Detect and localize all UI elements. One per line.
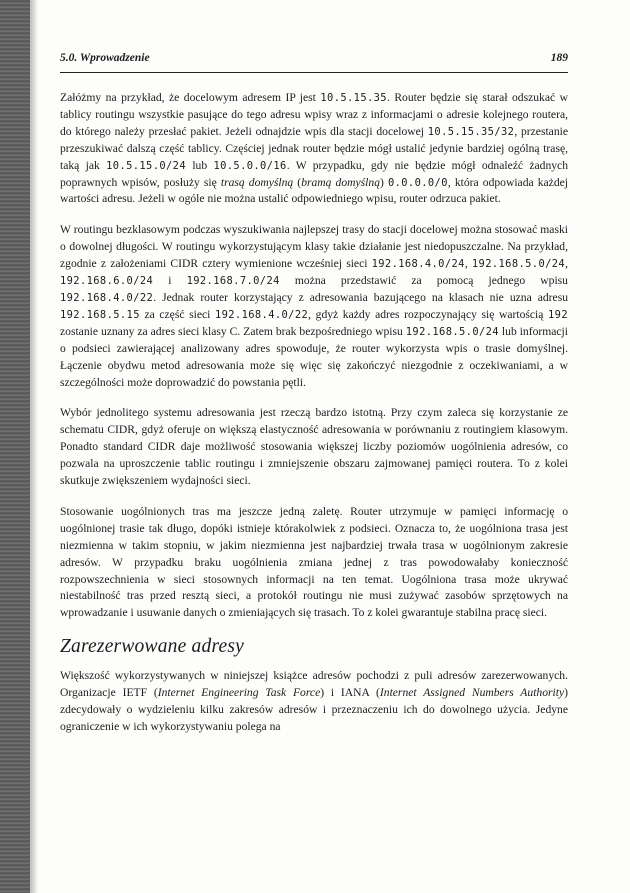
section-title: 5.0. Wprowadzenie [60, 52, 150, 64]
page-number: 189 [550, 52, 568, 64]
paragraph-3: Wybór jednolitego systemu adresowania jest rzeczą bardzo istotną. Przy czym zaleca się korzystanie ze schematu CIDR, gdyż oferuje on większą elastyczność adresowania w porównaniu z routingiem klasowym. Ponadto standard CIDR daje możliwość stosowania większej liczby poziomów uogólnienia adresów, co pozwala na uproszczenie tablic routingu i zmniejszenie obszaru zajmowanej pamięci routera. To z kolei skutkuje zwiększeniem wydajności sieci. [60, 406, 568, 488]
page-body [60, 90, 568, 750]
paragraph-4: Stosowanie uogólnionych tras ma jeszcze jedną zaletę. Router utrzymuje w pamięci informację o uogólnionej trasie tak długo, dopóki istnieje którakolwiek z podsieci. Oznacza to, że uogólniona trasa jest niezmienna w takim stopniu, w jakim niezmienna jest najbardziej trwała trasa w uogólnionym zakresie adresów. W przypadku braku uogólnienia zmiana jednej z tras powodowałaby konieczność rozpowszechnienia w sieci stosownych informacji na ten temat. Uogólniona trasa może ukrywać niestabilność tras przed resztą sieci, a protokół routingu nie musi zużywać zasobów sprzętowych na wprowadzanie i usuwanie danych o zmieniających się trasach. To z kolei gwarantuje stabilna pracę sieci. [60, 504, 568, 620]
paragraph-2: W routingu bezklasowym podczas wyszukiwania najlepszej trasy do stacji docelowej można stosować maski o dowolnej długości. W routingu wykorzystującym klasy takie działanie jest niedopuszczalne. Na przykład, zgodnie z założeniami CIDR cztery wymienione wcześniej sieci 192.168.4.0/24, 192.168.5.0/24, 192.168.6.0/24 i 192.168.7.0/24 można przedstawić za pomocą jednego wpisu 192.168.4.0/22. Jednak router korzystający z adresowania bazującego na klasach nie uzna adresu 192.168.5.15 za część sieci 192.168.4.0/22, gdyż każdy adres rozpoczynający się wartością 192 zostanie uznany za adres sieci klasy C. Zatem brak bezpośredniego wpisu 192.168.5.0/24 lub informacji o podsieci zawierającej analizowany adres spowoduje, że router wykorzysta wpis o trasie domyślnej. Łączenie obydwu metod adresowania może się więc się zakończyć niezgodnie z oczekiwaniami, a w szczególności może doprowadzić do powstania pętli. [60, 223, 568, 389]
paragraph-1: Załóżmy na przykład, że docelowym adresem IP jest 10.5.15.35. Router będzie się starał odszukać w tablicy routingu wszystkie pasujące do tego adresu wpisy wraz z informacjami o adresie kolejnego routera, do którego należy przesłać pakiet. Jeżeli odnajdzie wpis dla stacji docelowej 10.5.15.35/32, przestanie przeszukiwać dalszą część tablicy. Częściej jednak router będzie mógł ustalić jedynie bardziej ogólną trasę, taką jak 10.5.15.0/24 lub 10.5.0.0/16. W przypadku, gdy nie będzie mógł odnaleźć żadnych poprawnych wpisów, posłuży się trasą domyślną (bramą domyślną) 0.0.0.0/0, która odpowiada każdej wartości adresu. Jeżeli w ogóle nie można ustalić odpowiedniego wpisu, router odrzuca pakiet. [60, 91, 568, 206]
scan-binding-edge [0, 0, 30, 893]
section-heading: Zarezerwowane adresy [60, 636, 245, 658]
running-header [60, 50, 568, 73]
paragraph-5: Większość wykorzystywanych w niniejszej książce adresów pochodzi z puli adresów zarezerwowanych. Organizacje IETF (Internet Engineering Task Force) i IANA (Internet Assigned Numbers Authority) zdecydowały o wydzieleniu kilku zakresów adresów i przeznaczeniu ich do dowolnego użycia. Jedyne ograniczenie w ich wykorzystywaniu polega na [60, 669, 568, 733]
